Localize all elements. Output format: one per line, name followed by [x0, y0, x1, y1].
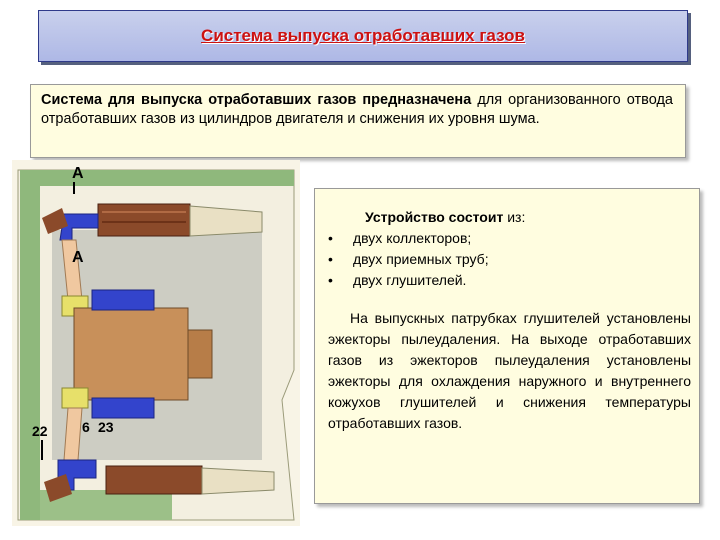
hull-left-wall	[20, 170, 40, 520]
device-heading-bold: Устройство состоит	[365, 209, 504, 225]
intro-text: для организованного отвода отработавших газов из цилиндров двигателя и снижения их уровня шума.	[41, 92, 673, 127]
page-title: Система выпуска отработавших газов	[201, 26, 525, 45]
lower-muffler	[106, 466, 202, 494]
intro-lead: Система для выпуска отработавших газов предназначена	[41, 92, 472, 108]
lower-coupling	[62, 388, 88, 408]
device-box	[314, 188, 700, 504]
upper-muffler	[98, 204, 190, 236]
engine-block	[74, 308, 188, 400]
device-heading-rest: из:	[503, 209, 526, 225]
list-item: • двух коллекторов;	[343, 228, 691, 249]
title-bar	[38, 10, 688, 62]
intro-box	[30, 84, 686, 158]
device-list	[343, 228, 691, 291]
lower-ejector	[202, 468, 274, 494]
lower-manifold	[92, 398, 154, 418]
device-heading	[343, 207, 691, 228]
exhaust-diagram	[12, 160, 300, 526]
label-22: 22	[32, 423, 48, 439]
exhaust-diagram-svg	[12, 160, 300, 526]
list-item: • двух приемных труб;	[343, 249, 691, 270]
label-a-top: А	[72, 165, 84, 182]
label-a-mid: А	[72, 249, 84, 266]
label-23: 23	[98, 419, 114, 435]
engine-gearbox	[188, 330, 212, 378]
label-6: 6	[82, 419, 90, 435]
upper-manifold	[92, 290, 154, 310]
device-paragraph: На выпускных патрубках глушителей установлены эжекторы пылеудаления. На выходе отработавших газов из эжекторов пылеудаления установлены эжекторы для охлаждения наружного и внутреннего кожухов глушителей и снижения температуры отработавших газов.	[328, 310, 691, 431]
list-item: • двух глушителей.	[343, 270, 691, 291]
